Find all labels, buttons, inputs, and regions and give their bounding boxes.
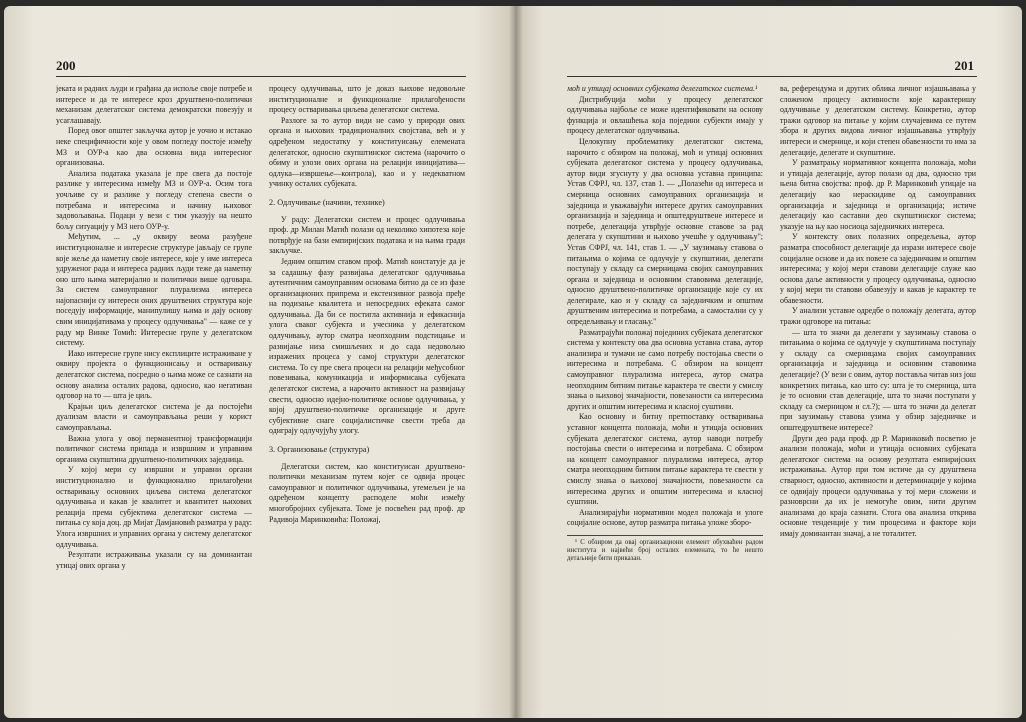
paragraph: — шта то значи да делегати у заузимању ставова о питањима о којима се одлучује у скупштинама поступају у складу са смерницама својих самоуправних организација и заједница и основним ставовима делегације? (У вези с овим, аутор поставља читав низ још конкретних питања, као што су: шта је то смерница, шта је то основни став делегације, шта то значи поступати у складу са смерницом и сл.?); — шта то значи да делегат при заузимању ставова узима у обзир заједничке и општедруштвене интересе? (780, 327, 976, 432)
page-number: 200 (56, 58, 76, 73)
paragraph: Једним општим ставом проф. Матић констатује да је за садашњу фазу развијања делегатског одлучивања аутентичним самоуправним основама битно да се из фазе организационих припрема и екстензивног развоја пређе на подизање квалитета и непосредних ефеката самог одлучивања. Да би се постигла активнија и ефикаснија улога сваког субјекта и учесника у делегатском одлучивању, аутор сматра неопходним подстицање и развијање низа смишљених и до сада недовољно изражених процеса у самој структури делегатског система. То су пре свега процеси на релацији међусобног повезивања, комуникација и информисања субјеката делегатског система, а нарочито активност на развијању свести, односно идејно-политичке основе одлучивања, у којој друштвенo-политичке организације и друге субјективне снаге социјалистичке свести треба да одиграју одлучујућу улогу. (269, 256, 465, 436)
paragraph: Целокупну проблематику делегатског система, нарочито с обзиром на положај, моћ и утицај основних субјеката делегатског система у процесу одлучивања, аутор види згуснуту у два основна уставна принципа: Устав СФРЈ, чл. 137, став 1. — „Полазећи од интереса и смерница основних самоуправних организација и заједница и уважавајући интересе других самоуправних организација и заједница и општедруштвене интересе и потребе, делегација утврђује основне ставове за рад делегата у скупштини и њихово учешће у одлучивању"; Устав СФРЈ, чл. 141, став 1. — „У заузимању ставова о питањима о којима се одлучује у скупштини, делегати поступају у складу са смерницама својих самоуправних органа и заједница и основним ставовима делегације, односно друштвено-политичке организације које су их делегирале, као и у складу са заједничким и општим друштвеним интересима и потребама, а самостални су у опредељивању и гласању." (567, 136, 763, 327)
right-page (515, 6, 1022, 718)
paragraph: Делегатски систем, као конституисан друштвено-политички механизам путем којег се одвија процес самоуправног и политичког одлучивања, утемељен је на одређеном концепту расподеле моћи између многобројних субјеката. Томе је посвећен рад проф. др Радивоја Маринковића: Положај, (269, 461, 465, 524)
header-rule (567, 76, 977, 77)
paragraph: Као основну и битну претпоставку остваривања уставног концепта положаја, моћи и утицаја основних субјеката делегатског система, аутор наводи потребу постојања свести о интересима и потребама. С обзиром на концепт самоуправног плурализма интереса, аутор сматра неопходним битним питање карактера те свести у смислу знања о њиховој значајности, повезаности са интересима других и општим интересима и класној суштини. (567, 412, 763, 507)
paragraph: У разматрању нормативног концепта положаја, моћи и утицаја делегације, аутор полази од два, односно три њена битна својства: проф. др Р. Маринковић утицаје на делегацију као нераскидиве од самоуправних организација и заједница и организација; истиче делегацију као саставни део скупштинског система; указује на њу као носиоца заједничких интереса. (780, 158, 976, 231)
paragraph: Резултати истраживања указали су на доминантан утицај ових органа у (56, 550, 252, 570)
paragraph: Разматрајући положај појединих субјеката делегатског система у контексту ова два основна уставна става, аутор анализира и тумачи не само потребу постојања свести о интересима и потребама. С обзиром на концепт самоуправног плурализма интереса, аутор сматра неопходним битним питање карактера те свести у смислу знања о њиховој значајности, повезаности са интересима других и општим интересима и класној суштини. (567, 327, 763, 411)
paragraph: У анализи уставне одредбе о положају делегата, аутор тражи одговоре на питања: (780, 306, 976, 327)
paragraph: Важна улога у овој перманентној трансформацији политичког система припада и извршним и управним органима скупштина друштвено-политичких заједница. (56, 433, 252, 464)
section-heading: 3. Организовање (структура) (269, 445, 370, 454)
paragraph: Анализа података указала је пре свега да постоје разлике у интересима између МЗ и ОУР-а. Осим тога уочљиве су и разлике у погледу степена свести о потребама и интересима и начину њиховог задовољавања. Подаци у вези с тим указују на нешто бољу ситуацију у МЗ него ОУР-у. (56, 168, 252, 231)
paragraph: Међутим, ... „у оквиру веома разуђене институционалне и интересне структуре јављају се групе које жеље да наметну своје интересе, које у име интереса удруженог рада и интереса радних људи теже да наметну оно што њима материјално и политички више одговара. За систем самоуправног плурализма интереса најопаснији су интереси оних друштвених структура које поседују информације, манипулишу њима и дају основу свим иницијативама у процесу одлучивања" — каже се у раду мр Винке Томић: Интересне групе у делегатском систему. (56, 232, 252, 348)
paragraph: У раду: Делегатски систем и процес одлучивања проф. др Милан Матић полази од неколико хипотеза које потврђује на бази емпиријских података и на њима гради закључке. (269, 214, 465, 256)
right-column-2 (780, 84, 976, 684)
paragraph: моћ и утицај основних субјеката делегатског система.¹ (567, 84, 758, 93)
open-book (4, 6, 1022, 718)
paragraph: Други део рада проф. др Р. Маринковић посветио је анализи положаја, моћи и утицаја основних субјеката делегатског система на основу резултата емпиријских истраживања. Аутор при том истиче да су друштвена стварност, односно, активности и детерминације у којима се одвијају процеси одлучивања у тој мери сложени и разноврсни да их је немогуће овим, нити другим анализама до краја сазнати. Стога ова анализа открива основне тенденције у тим процесима и факторе који имају доминантан значај, а не тоталитет. (780, 433, 976, 538)
paragraph: У контексту ових полазних опредељења, аутор разматра способност делегације да изрази интересе своје социјалне основе и да их повезе са заједничким и општим интересима; у којој мери ставови делегације служе као основа даље активности у процесу одлучивања, односно у којој мери ти ставови обавезују и какав је карактер те обавезности. (780, 232, 976, 305)
paragraph: Поред овог општег закључка аутор је уочио и истакао неке специфичности које у овом погледу постоје између МЗ и ОУР-а као два основна вида интересног организовања. (56, 126, 252, 168)
paragraph: Анализирајући нормативни модел положаја и улоге социјалне основе, аутор разматра питања уложе збоpо- (567, 507, 763, 528)
paragraph: Разлоге за то аутор види не само у природи ових органа и њихових традиционалних својстава, већ и у одређеном недостатку у конституисању елемената делегатског, односно скупштинског система (нарочито о обиму и улози ових органа на релацији иницијатива—одлука—извршење—контрола), као и у недекватном учинку осталих субјеката. (269, 115, 465, 189)
right-column-1 (567, 84, 763, 684)
page-number: 201 (954, 58, 974, 73)
section-heading: 2. Одлучивање (начини, технике) (269, 197, 385, 207)
paragraph: Крајњи циљ делегатског система је да постојећи дуализам власти и самоуправљања реши у корист самоуправљања. (56, 401, 252, 432)
book-gutter (509, 6, 523, 718)
paragraph: Дистрибуција моћи у процесу делегатског одлучивања најбоље се може идентификовати на основу функција и овлашћења која поједини субјекти имају у процесу делегатског одлучивања. (567, 94, 763, 136)
paragraph: ва, референдума и других облика личног изјашњавања у сложеном процесу активности које карактеришу одлучивање у делегатском систему. Конкретно, аутор тражи одговор на питање у којим случајевима се путем збора и других видова личног изјашњавања утврђују интереси и смернице, и који степен обавезности то има за делегације, делегате и скупштине. (780, 84, 976, 157)
left-column-2 (269, 84, 465, 684)
paragraph: Иако интересне групе нису експлиците истраживане у оквиру пројекта о функционисању и остваривању делегатског система, посредно о њима може се сазнати на основу анализа осталих радова, односно, као негативан одговор на то — шта је циљ. (56, 348, 252, 401)
paragraph: јеката и радних људи и грађана да испоље своје потребе и интересе и да те интересе кроз друштвено-политички механизам делегатског система демократски повезују и усаглашавају. (56, 84, 252, 125)
paragraph: У којој мери су извршни и управни органи институционално и функционално прилагођени остваривању основних циљева система делегатског одлучивања и какав је квалитет и квантитет њихових релација према субјектима делегатског система — питања су која доц. др Мијат Дамјановић разматра у раду: Улога извршних и управних органа у систему делегатског одлучивања. (56, 465, 252, 549)
footnote: ¹ С обзиром да овај организациони елемент обухваћен радом института и највећи број осталих елемената, то ће нешто детаљније бити приказан. (567, 535, 763, 564)
left-column-1 (56, 84, 252, 684)
paragraph: процесу одлучивања, што је доказ њихове недовољне институционалне и функционалне прилагођености процесу остваривања циљева делегатског система. (269, 84, 465, 115)
header-rule (56, 76, 466, 77)
left-page (4, 6, 515, 718)
